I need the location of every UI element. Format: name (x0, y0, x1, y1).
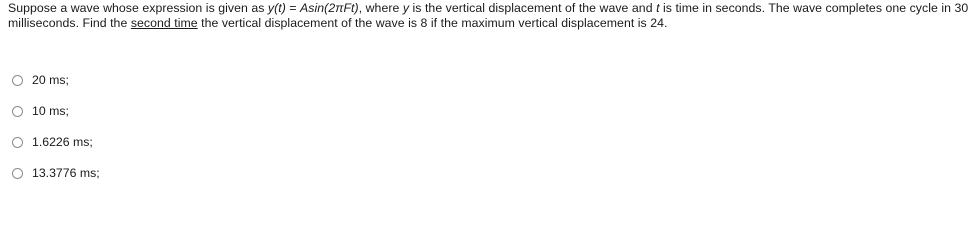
answer-option-label: 10 ms; (32, 104, 69, 118)
expression-rhs-b: Ft) (343, 1, 359, 15)
answer-option-2[interactable] (12, 104, 100, 119)
expression-function: y(t) (267, 1, 286, 15)
expression-pi: π (335, 1, 344, 15)
radio-button-icon[interactable] (12, 168, 23, 179)
answer-option-1[interactable] (12, 73, 100, 88)
answer-option-label: 13.3776 ms; (32, 166, 100, 180)
answer-option-label: 20 ms; (32, 73, 69, 87)
variable-t: t (656, 1, 660, 15)
question-part-5: is time in seconds. The wave completes one cycle in 30 milliseconds. Find the (8, 1, 969, 30)
question-part-1: Suppose a wave whose expression is given as (8, 1, 268, 15)
radio-button-icon[interactable] (12, 75, 23, 86)
expression-rhs-a: Asin(2 (300, 1, 336, 15)
answer-option-label: 1.6226 ms; (32, 135, 93, 149)
question-text (8, 1, 974, 31)
answer-option-3[interactable] (12, 135, 100, 150)
question-part-4: is the vertical displacement of the wave and (409, 1, 657, 15)
radio-button-icon[interactable] (12, 137, 23, 148)
radio-button-icon[interactable] (12, 106, 23, 117)
emphasis-second-time: second time (130, 16, 198, 30)
variable-y: y (402, 1, 410, 15)
question-part-2: = (285, 1, 301, 15)
question-part-3: , where (358, 1, 403, 15)
question-part-6: the vertical displacement of the wave is 8 if the maximum vertical displacement is 24. (197, 16, 668, 30)
answer-option-4[interactable] (12, 166, 100, 181)
answer-options (12, 73, 100, 197)
